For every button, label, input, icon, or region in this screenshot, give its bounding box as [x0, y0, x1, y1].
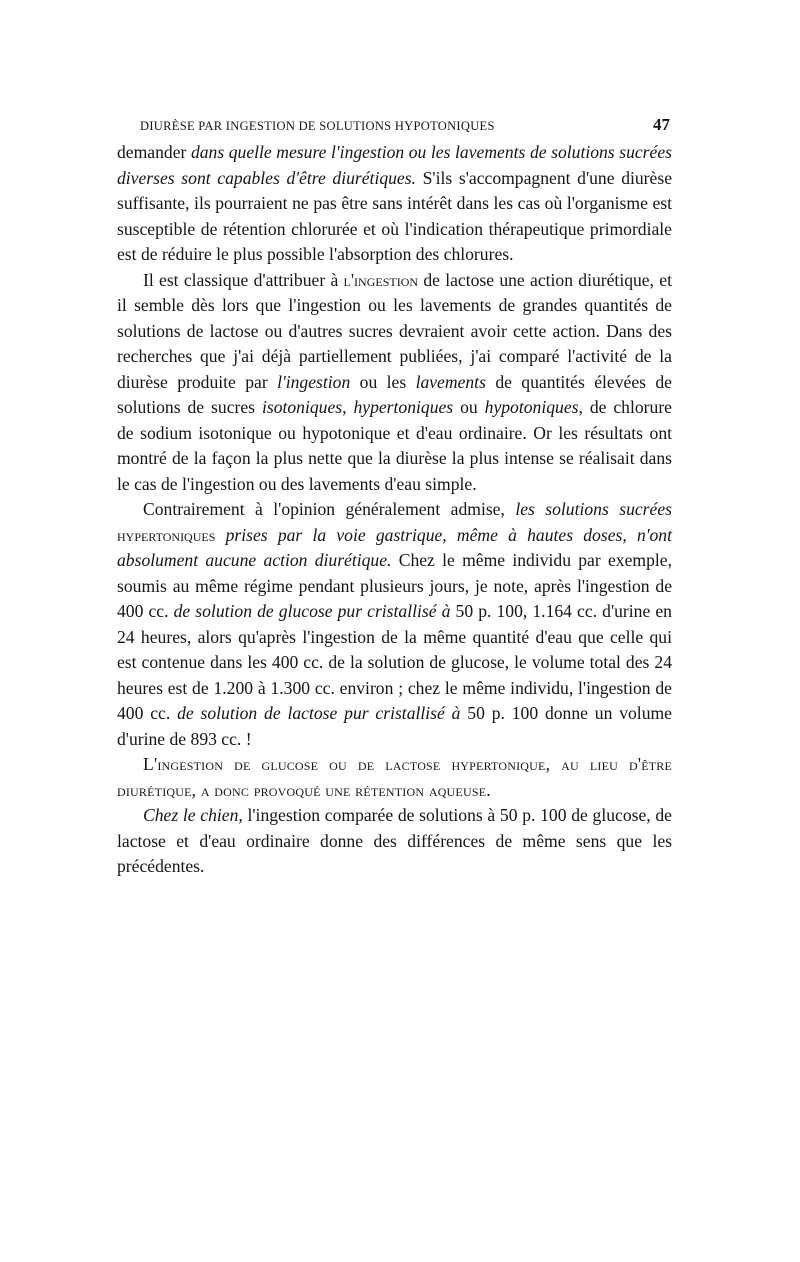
- p3-text-i: 50 p. 100 donne un volume d'urine de 893 cc. !: [117, 703, 672, 749]
- p3-text-a: Contrairement à l'opinion généralement admise,: [143, 499, 516, 519]
- p5-italic: Chez le chien,: [143, 805, 243, 825]
- p2-text-i: ou: [453, 397, 485, 417]
- p2-text-g: de quantités élevées de solutions de sucres: [117, 371, 672, 417]
- p2-text-c: de lactose une action diurétique, et il semble dès lors que l'ingestion ou les lavements de grandes quantités de solutions de lactose ou d'autres sucres devraient avoir cette action. Dans des recherches que j'ai déjà partiellement publiées, j'ai comparé l'activité de la diurèse produite par: [117, 269, 672, 392]
- paragraph-1: [117, 140, 672, 268]
- p2-italic-f: lavements: [415, 371, 486, 392]
- p3-italic-d: prises par la voie gastrique, même à hautes doses, n'ont absolument aucune action diurétique.: [117, 524, 672, 570]
- page-number: 47: [653, 115, 670, 134]
- paragraph-5: [117, 803, 672, 880]
- paragraph-3: [117, 497, 672, 752]
- p1-text-c: S'ils s'accompagnent d'une diurèse suffisante, ils pourraient ne pas être sans intérêt dans les cas où l'organisme est susceptible de rétention chlorurée et où l'indication thérapeutique primordiale est de réduire le plus possible l'absorption des chlorures.: [117, 167, 672, 264]
- paragraph-2: [117, 268, 672, 498]
- p2-smallcaps: l'ingestion: [343, 269, 419, 290]
- body-text: [117, 140, 672, 880]
- p2-italic-h: isotoniques, hypertoniques: [261, 397, 454, 417]
- p2-text-e: ou les: [350, 371, 416, 392]
- p2-text-a: Il est classique d'attribuer à: [143, 269, 344, 290]
- p1-italic: dans quelle mesure l'ingestion ou les lavements de solutions sucrées diverses sont capables d'être diurétiques.: [117, 142, 672, 188]
- paragraph-4-conclusion: L'ingestion de glucose ou de lactose hypertonique, au lieu d'être diurétique, a donc provoqué une rétention aqueuse.: [117, 754, 672, 800]
- p2-italic-d: l'ingestion: [277, 371, 351, 392]
- running-title: DIURÈSE PAR INGESTION DE SOLUTIONS HYPOTONIQUES: [140, 119, 495, 133]
- running-head: [140, 115, 670, 135]
- p2-italic-j: hypotoniques,: [484, 397, 583, 417]
- p3-text-g: 50 p. 100, 1.164 cc. d'urine en 24 heures, alors qu'après l'ingestion de la même quantité d'eau que celle qui est contenue dans les 400 cc. de la solution de glucose, le volume total des 24 heures est de 1.200 à 1.300 cc. environ ; chez le même individu, l'ingestion de 400 cc.: [117, 601, 672, 723]
- p3-smallcaps: hypertoniques: [117, 524, 226, 545]
- p3-text-e: Chez le même individu par exemple, soumis au même régime pendant plusieurs jours, je note, après l'ingestion de 400 cc.: [117, 550, 672, 621]
- p5-text: l'ingestion comparée de solutions à 50 p. 100 de glucose, de lactose et d'eau ordinaire donne des différences de même sens que les précédentes.: [117, 805, 672, 876]
- p2-text-k: de chlorure de sodium isotonique ou hypotonique et d'eau ordinaire. Or les résultats ont montré de la façon la plus nette que la diurèse la plus intense se réalisait dans le cas de l'ingestion ou des lavements d'eau simple.: [117, 397, 672, 494]
- p3-italic-b: les solutions sucrées: [515, 499, 672, 519]
- p3-italic-h: de solution de lactose pur cristallisé à: [177, 703, 461, 723]
- p1-text-a: demander: [117, 142, 191, 162]
- p3-italic-f: de solution de glucose pur cristallisé à: [173, 601, 451, 621]
